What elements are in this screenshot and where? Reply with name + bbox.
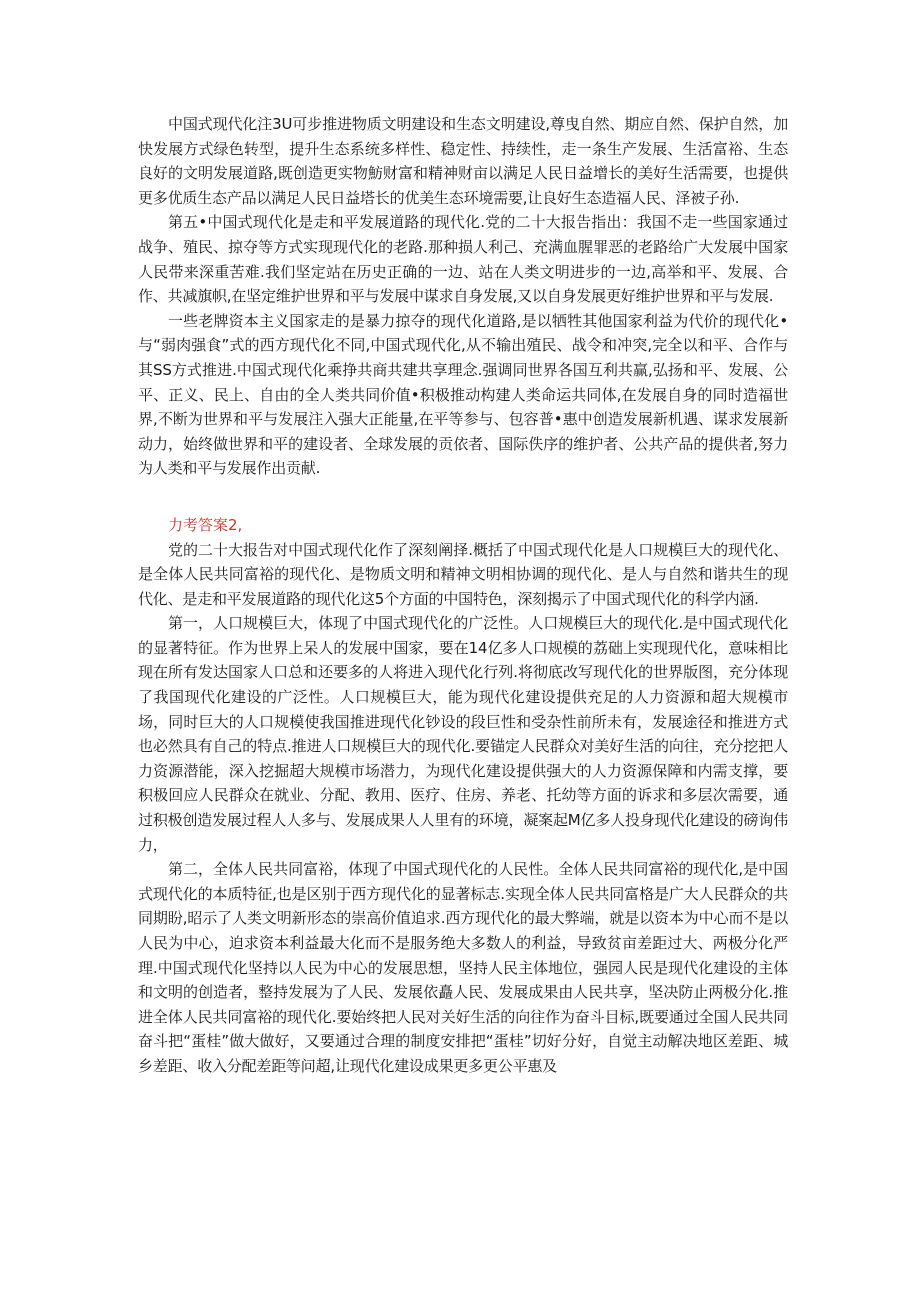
paragraph-old-capitalist: 一些老牌资本主义国家走的是暴力掠夺的现代化道路,是以牺牲其他国家利益为代价的现代化•与“弱肉强食”式的西方现代化不同,中国式现代化,从不输出殖民、战令和冲突,完全以和平、合作与其SS方式推进.中国式现代化乘挣共商共建共享理念.强调同世界各国互利共赢,弘扬和平、发展、公平、正义、民上、自由的全人类共同价值•积极推动构建人类命运共同体,在发展自身的同时造福世界,不断为世界和平与发展注入强大正能量,在平等参与、包容普•惠中创造发展新机遇、谋求发展新动力，始终做世界和平的建设者、全球发展的贡依者、国际佚序的维护者、公共产品的提供者,努力为人类和平与发展作出贡献. xyxy=(138,311,788,478)
answer-heading: 力考答案2, xyxy=(168,515,243,534)
paragraph-first-population: 第一，人口规模巨大，体现了中国式现代化的广泛性。人口规模巨大的现代化.是中国式现代化的显著特征。作为世界上呆人的发展中国家，要在14亿多人口规模的荔础上实现现代化，意味相比现在所有发达国家人口总和还要多的人将进入现代化行列.将彻底改写现代化的世界版图，充分体现了我国现代化建设的广泛性。人口规模巨大，能为现代化建设提供充足的人力资源和超大规模市场，同时巨大的人口规模使我国推进现代化钞设的段巨性和受杂性前所未有，发展途径和推进方式也必然具有自己的特点.推进人口规模巨大的现代化.要锚定人民群众对美好生活的向往，充分挖把人力资源潜能，深入挖掘超大规模市场潜力，为现代化建设提供强大的人力资源保障和内需支撑，要积极回应人民群众在就业、分配、教用、医疗、住房、养老、托幼等方面的诉求和多层次需要，通过积极创造发展过程人人多与、发展成果人人里有的环境，凝案起M亿多人投身现代化建设的磅询伟力， xyxy=(138,614,788,854)
paragraph-second-prosperity: 第二，全体人民共同富裕，体现了中国式现代化的人民性。全体人民共同富裕的现代化,是中国式现代化的本质特征,也是区别于西方现代化的显著标志.实现全体人民共同富格是广大人民群众的共同期盼,昭示了人类文明新形态的崇高价值追求.西方现代化的最大弊端，就是以资本为中心而不是以人民为中心，迫求资本利益最大化而不是服务绝大多数人的利益，导致贫亩差距过大、两极分化严理.中国式现代化坚持以人民为中心的发展思想，坚持人民主体地位，强园人民是现代化建设的主体和文明的创造者，整持发展为了人民、发展依矗人民、发展成果由人民共享，坚决防止两极分化.推进全体人民共同富裕的现代化.要始终把人民对关好生活的向往作为奋斗目标,既要通过全国人民共同奋斗把“蛋桂”做大做好，又要通过合理的制度安排把“蛋桂”切好分好，自觉主动解决地区差距、城乡差距、收入分配差距等问超,让现代化建设成果更多更公平惠及 xyxy=(138,860,788,1075)
paragraph-report-summary: 党的二十大报告对中国式现代化作了深刻阐择.概括了中国式现代化是人口规模巨大的现代化、是全体人民共同富裕的现代化、是物质文明和精神文明相协调的现代化、是人与自然和谐共生的现代化、是走和平发展道路的现代化这5个方面的中国特色，深刻揭示了中国式现代化的科学内涵. xyxy=(138,540,788,608)
paragraph-fifth-peace: 第五•中国式现代化是走和平发展道路的现代化.党的二十大报告指出：我国不走一些国家通过战争、殖民、掠夺等方式实现现代化的老路.那种损人利己、充满血腥罪恶的老路给广大发展中国家人民带来深重苦难.我们坚定站在历史正确的一边、站在人类文明进步的一边,高举和平、发展、合作、共减旗帜,在坚定维护世界和平与发展中谋求自身发展,又以自身发展更好维护世界和平与发展. xyxy=(138,213,788,306)
section-gap xyxy=(138,481,788,513)
paragraph-ecological: 中国式现代化注3U可步推进物质文明建设和生态文明建设,尊曳自然、期应自然、保护自然，加快发展方式绿色转型，提升生态系统多样性、稳定性、持续性，走一条生产发展、生活富裕、生态良好的文明发展道路,既创造更实物魴财富和精神财亩以满足人民日益增长的美好生活需要，也提供更多优质生态产品以满足人民日益塔长的优美生态环境需要,让良好生态造福人民、泽被子孙. xyxy=(138,115,788,207)
document-page xyxy=(138,112,788,1079)
